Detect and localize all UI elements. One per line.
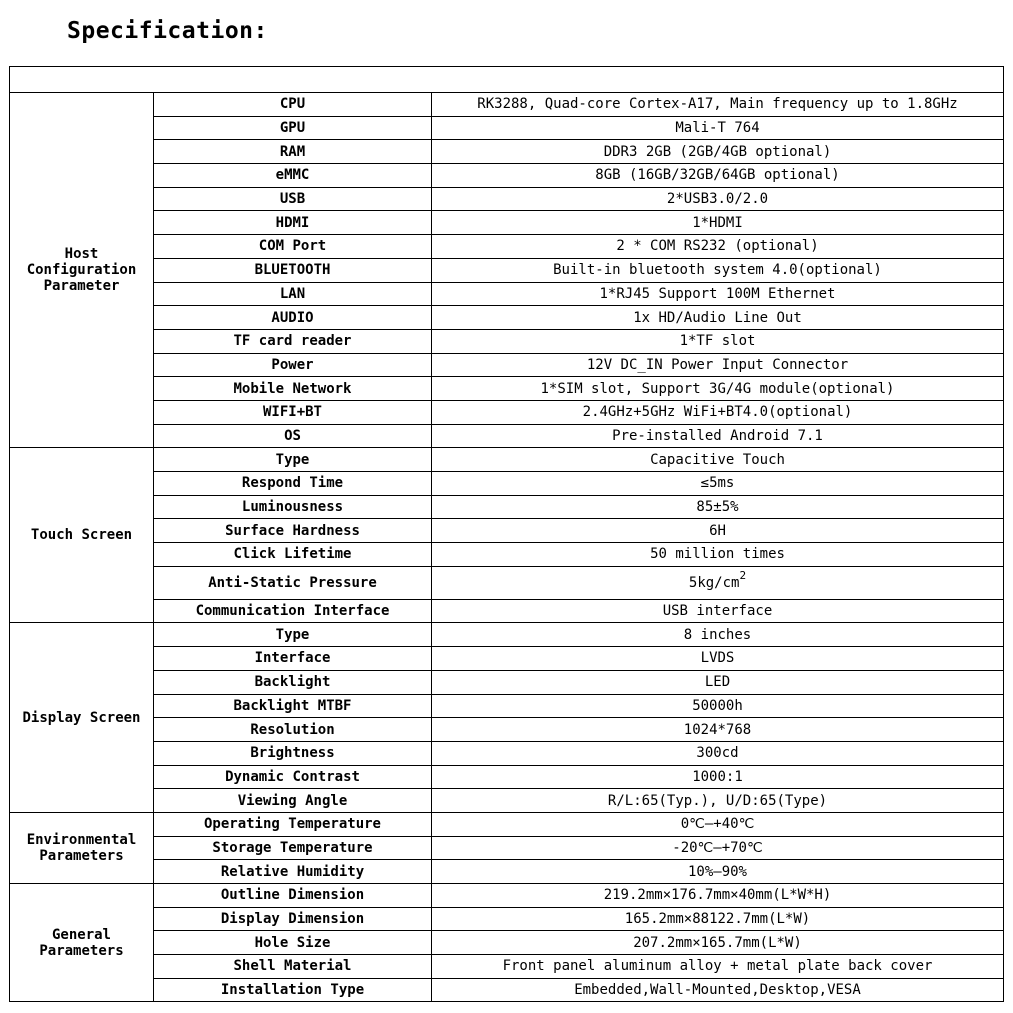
param-name-cell: Click Lifetime (154, 543, 432, 567)
value-text: 1000:1 (692, 768, 743, 785)
value-text: 219.2mm×176.7mm×40mm(L*W*H) (603, 887, 832, 904)
param-value-cell (432, 235, 1004, 259)
value-text: -20℃—+70℃ (672, 839, 763, 856)
param-name-cell: Installation Type (154, 978, 432, 1002)
group-name-cell: Touch Screen (10, 448, 154, 623)
param-name-cell: Interface (154, 647, 432, 671)
param-value-cell (432, 718, 1004, 742)
table-row (10, 116, 1004, 140)
table-row (10, 164, 1004, 188)
param-name-cell: Backlight MTBF (154, 694, 432, 718)
table-row (10, 599, 1004, 623)
param-value-cell (432, 472, 1004, 496)
value-text: Built-in bluetooth system 4.0(optional) (553, 262, 882, 279)
param-name-cell: Shell Material (154, 955, 432, 979)
table-row (10, 741, 1004, 765)
param-name-cell: Mobile Network (154, 377, 432, 401)
value-text: 0℃—+40℃ (680, 816, 755, 833)
value-text: 12V DC_IN Power Input Connector (586, 356, 849, 373)
param-name-cell: LAN (154, 282, 432, 306)
table-row (10, 235, 1004, 259)
page-title: Specification: (67, 18, 268, 44)
param-name-cell: Type (154, 448, 432, 472)
value-text: 6H (709, 522, 726, 539)
param-name-cell: Type (154, 623, 432, 647)
param-name-cell: Storage Temperature (154, 836, 432, 860)
table-row (10, 978, 1004, 1002)
param-value-cell (432, 566, 1004, 599)
table-row (10, 472, 1004, 496)
param-name-cell: CPU (154, 93, 432, 117)
param-value-cell (432, 741, 1004, 765)
value-text: USB interface (662, 603, 773, 620)
value-text: Pre-installed Android 7.1 (612, 427, 823, 444)
value-text: DDR3 2GB (2GB/4GB optional) (603, 143, 832, 160)
param-value-cell (432, 670, 1004, 694)
param-name-cell: Display Dimension (154, 907, 432, 931)
value-text: 1*RJ45 Support 100M Ethernet (599, 285, 836, 302)
table-row (10, 93, 1004, 117)
table-row (10, 377, 1004, 401)
param-name-cell: Surface Hardness (154, 519, 432, 543)
value-text: ≤5ms (700, 475, 735, 492)
table-row (10, 211, 1004, 235)
param-value-cell (432, 978, 1004, 1002)
value-text: 5kg/cm (688, 574, 740, 591)
param-name-cell: Relative Humidity (154, 860, 432, 884)
table-row (10, 566, 1004, 599)
param-name-cell: eMMC (154, 164, 432, 188)
value-superscript: 2 (739, 568, 747, 582)
param-name-cell: GPU (154, 116, 432, 140)
param-name-cell: USB (154, 187, 432, 211)
param-value-cell (432, 258, 1004, 282)
table-row (10, 884, 1004, 908)
param-name-cell: COM Port (154, 235, 432, 259)
value-text: 300cd (696, 745, 739, 762)
param-value-cell (432, 211, 1004, 235)
param-name-cell: HDMI (154, 211, 432, 235)
param-value-cell (432, 836, 1004, 860)
param-value-cell (432, 187, 1004, 211)
value-text: LVDS (700, 650, 735, 667)
table-row (10, 353, 1004, 377)
value-text: 1*SIM slot, Support 3G/4G module(optional) (540, 380, 895, 397)
param-name-cell: Respond Time (154, 472, 432, 496)
value-text: Embedded,Wall-Mounted,Desktop,VESA (574, 982, 861, 999)
table-row (10, 448, 1004, 472)
param-value-cell (432, 599, 1004, 623)
value-text: 2 * COM RS232 (optional) (616, 238, 819, 255)
param-value-cell (432, 329, 1004, 353)
table-row (10, 258, 1004, 282)
param-name-cell: RAM (154, 140, 432, 164)
value-text: 2.4GHz+5GHz WiFi+BT4.0(optional) (582, 404, 853, 421)
group-name-cell: Host Configuration Parameter (10, 93, 154, 448)
param-value-cell (432, 377, 1004, 401)
param-value-cell (432, 543, 1004, 567)
value-text: Mali-T 764 (675, 120, 760, 137)
spec-table-body (10, 67, 1004, 1002)
param-value-cell (432, 400, 1004, 424)
param-value-cell (432, 519, 1004, 543)
table-row (10, 329, 1004, 353)
spec-table (9, 66, 1004, 1002)
value-text: 1x HD/Audio Line Out (633, 309, 802, 326)
param-value-cell (432, 424, 1004, 448)
param-name-cell: OS (154, 424, 432, 448)
value-text: 85±5% (696, 499, 739, 516)
param-name-cell: Viewing Angle (154, 789, 432, 813)
table-row (10, 836, 1004, 860)
group-name-cell: General Parameters (10, 884, 154, 1002)
value-text: 1*TF slot (679, 333, 756, 350)
param-name-cell: AUDIO (154, 306, 432, 330)
table-row (10, 647, 1004, 671)
param-value-cell (432, 907, 1004, 931)
table-row (10, 424, 1004, 448)
param-name-cell: Dynamic Contrast (154, 765, 432, 789)
value-text: 1024*768 (683, 721, 752, 738)
table-header-row (10, 67, 1004, 93)
value-text: 8GB (16GB/32GB/64GB optional) (595, 167, 840, 184)
table-row (10, 694, 1004, 718)
param-name-cell: Outline Dimension (154, 884, 432, 908)
param-name-cell: Communication Interface (154, 599, 432, 623)
table-row (10, 543, 1004, 567)
param-value-cell (432, 860, 1004, 884)
table-row (10, 860, 1004, 884)
table-row (10, 282, 1004, 306)
value-text: Capacitive Touch (650, 451, 785, 468)
param-value-cell (432, 495, 1004, 519)
value-text: 50000h (692, 697, 743, 714)
table-row (10, 907, 1004, 931)
value-text: 1*HDMI (692, 214, 743, 231)
table-row (10, 765, 1004, 789)
value-text: 50 million times (650, 546, 785, 563)
param-name-cell: Brightness (154, 741, 432, 765)
table-row (10, 931, 1004, 955)
table-row (10, 187, 1004, 211)
table-row (10, 495, 1004, 519)
param-value-cell (432, 931, 1004, 955)
table-row (10, 718, 1004, 742)
value-text: 2*USB3.0/2.0 (666, 191, 769, 208)
param-name-cell: BLUETOOTH (154, 258, 432, 282)
value-text: 10%—90% (687, 863, 747, 880)
param-value-cell (432, 884, 1004, 908)
table-row (10, 623, 1004, 647)
param-name-cell: Anti-Static Pressure (154, 566, 432, 599)
param-value-cell (432, 116, 1004, 140)
param-name-cell: WIFI+BT (154, 400, 432, 424)
value-text: RK3288, Quad-core Cortex-A17, Main frequency up to 1.8GHz (477, 96, 958, 113)
param-value-cell (432, 765, 1004, 789)
param-value-cell (432, 282, 1004, 306)
param-name-cell: Backlight (154, 670, 432, 694)
table-row (10, 140, 1004, 164)
param-name-cell: Operating Temperature (154, 812, 432, 836)
param-value-cell (432, 140, 1004, 164)
table-row (10, 670, 1004, 694)
param-name-cell: TF card reader (154, 329, 432, 353)
param-value-cell (432, 306, 1004, 330)
param-value-cell (432, 164, 1004, 188)
param-value-cell (432, 694, 1004, 718)
group-name-cell: Display Screen (10, 623, 154, 813)
table-row (10, 789, 1004, 813)
group-name-cell: Environmental Parameters (10, 812, 154, 883)
table-row (10, 306, 1004, 330)
value-text: R/L:65(Typ.), U/D:65(Type) (607, 792, 828, 809)
param-name-cell: Luminousness (154, 495, 432, 519)
value-text: LED (704, 674, 731, 691)
param-value-cell (432, 647, 1004, 671)
param-value-cell (432, 353, 1004, 377)
param-value-cell (432, 955, 1004, 979)
value-text: 165.2mm×88122.7mm(L*W) (624, 911, 811, 928)
value-text: 207.2mm×165.7mm(L*W) (633, 934, 802, 951)
value-text: 8 inches (683, 626, 752, 643)
param-name-cell: Power (154, 353, 432, 377)
blank-header-cell (10, 67, 1004, 93)
param-value-cell (432, 789, 1004, 813)
table-row (10, 400, 1004, 424)
table-row (10, 955, 1004, 979)
param-value-cell (432, 623, 1004, 647)
param-value-cell (432, 93, 1004, 117)
param-value-cell (432, 448, 1004, 472)
param-value-cell (432, 812, 1004, 836)
param-name-cell: Hole Size (154, 931, 432, 955)
value-text: Front panel aluminum alloy + metal plate back cover (502, 958, 933, 975)
table-row (10, 519, 1004, 543)
param-name-cell: Resolution (154, 718, 432, 742)
table-row (10, 812, 1004, 836)
